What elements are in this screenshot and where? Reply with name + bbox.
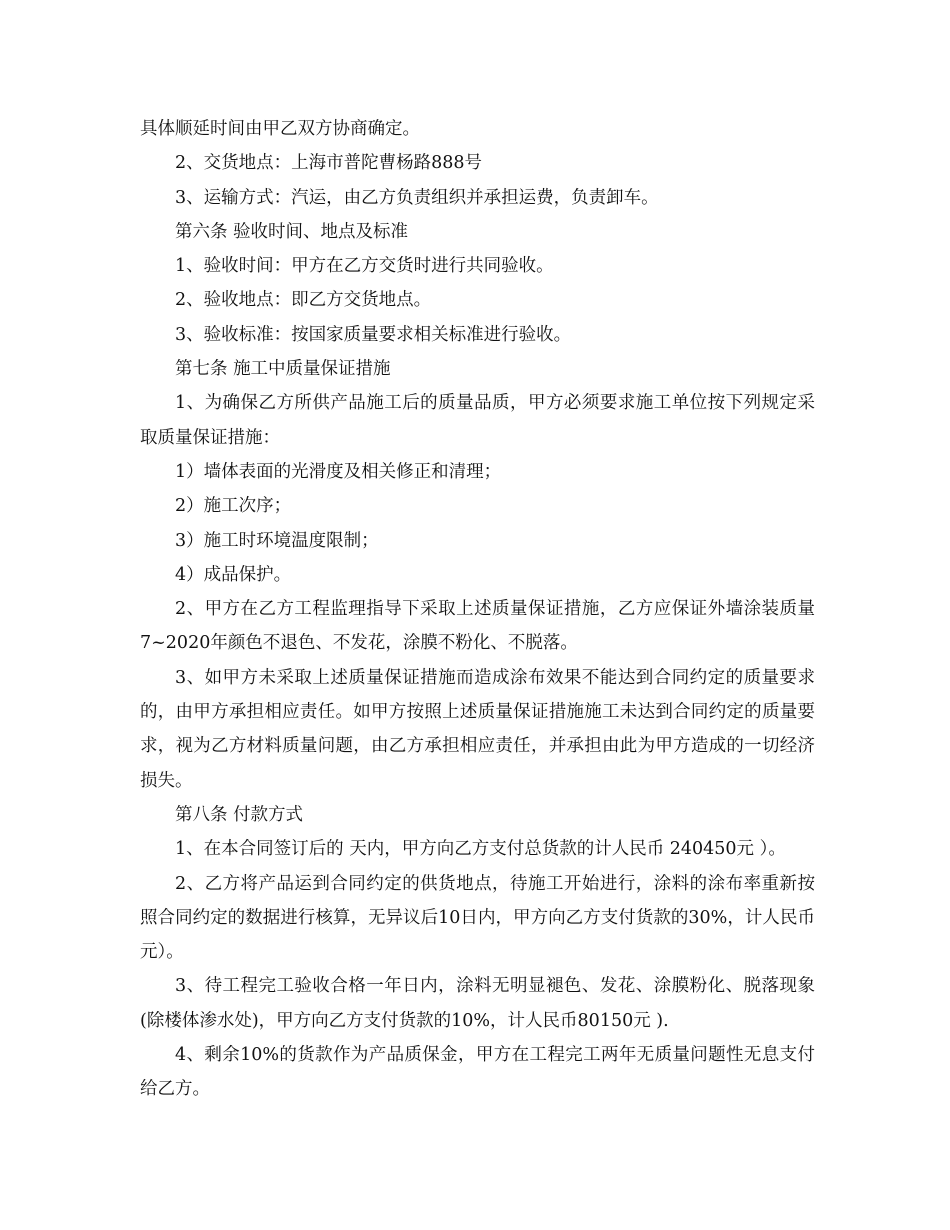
paragraph-transport-method: 3、运输方式：汽运，由乙方负责组织并承担运费，负责卸车。 bbox=[175, 187, 659, 208]
section-heading-article-6: 第六条 验收时间、地点及标准 bbox=[175, 221, 409, 242]
list-item-wall-surface: 1）墙体表面的光滑度及相关修正和清理； bbox=[175, 461, 502, 482]
list-item-temperature-limit: 3）施工时环境温度限制； bbox=[175, 530, 379, 551]
section-heading-article-7: 第七条 施工中质量保证措施 bbox=[175, 359, 391, 380]
document-page bbox=[140, 112, 815, 1107]
paragraph-payment-retention: 4、剩余10%的货款作为产品质保金，甲方在工程完工两年无质量问题性无息支付给乙方。 bbox=[140, 1045, 815, 1100]
paragraph-acceptance-location: 2、验收地点：即乙方交货地点。 bbox=[175, 290, 432, 311]
paragraph-quality-measures-intro: 1、为确保乙方所供产品施工后的质量品质，甲方必须要求施工单位按下列规定采取质量保证措施： bbox=[140, 393, 815, 448]
paragraph-payment-second: 2、乙方将产品运到合同约定的供货地点，待施工开始进行，涂料的涂布率重新按照合同约定的数据进行核算，无异议后10日内，甲方向乙方支付货款的30%，计人民币元）。 bbox=[140, 873, 815, 963]
paragraph-acceptance-standard: 3、验收标准：按国家质量要求相关标准进行验收。 bbox=[175, 324, 572, 345]
list-item-construction-order: 2）施工次序； bbox=[175, 496, 292, 517]
paragraph-acceptance-time: 1、验收时间：甲方在乙方交货时进行共同验收。 bbox=[175, 256, 554, 277]
paragraph-continuation: 具体顺延时间由甲乙双方协商确定。 bbox=[140, 119, 420, 139]
paragraph-delivery-location: 2、交货地点：上海市普陀曹杨路888号 bbox=[175, 153, 483, 174]
paragraph-responsibility: 3、如甲方未采取上述质量保证措施而造成涂布效果不能达到合同约定的质量要求的，由甲方承担相应责任。如甲方按照上述质量保证措施施工未达到合同约定的质量要求，视为乙方材料质量问题，由乙方承担相应责任，并承担由此为甲方造成的一切经济损失。 bbox=[140, 667, 815, 791]
list-item-product-protection: 4）成品保护。 bbox=[175, 564, 292, 585]
paragraph-payment-third: 3、待工程完工验收合格一年日内，涂料无明显褪色、发花、涂膜粉化、脱落现象(除楼体渗水处)，甲方向乙方支付货款的10%，计人民币80150元 ). bbox=[140, 976, 815, 1031]
section-heading-article-8: 第八条 付款方式 bbox=[175, 804, 304, 825]
paragraph-coating-warranty: 2、甲方在乙方工程监理指导下采取上述质量保证措施，乙方应保证外墙涂装质量7~2020年颜色不退色、不发花，涂膜不粉化、不脱落。 bbox=[140, 599, 815, 654]
paragraph-payment-first: 1、在本合同签订后的 天内，甲方向乙方支付总货款的计人民币 240450元 ）。 bbox=[175, 839, 786, 860]
